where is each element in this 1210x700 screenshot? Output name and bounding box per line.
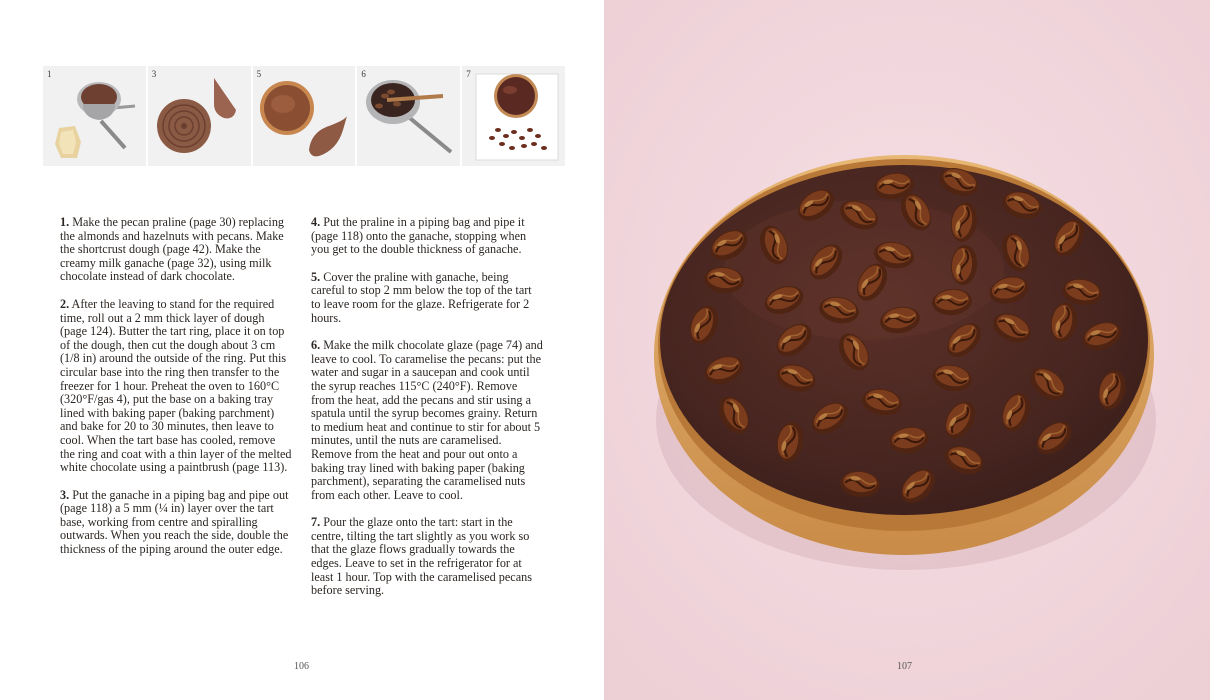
glazed-tart-with-pecans-image — [462, 66, 565, 166]
step-text: Cover the praline with ganache, being careful to stop 2 mm below the top of the tart to leave room for the glaze. Refrigerate for 2 hours. — [311, 269, 532, 325]
step-photo-number: 7 — [466, 69, 471, 79]
step-text: After the leaving to stand for the required time, roll out a 2 mm thick layer of dough (page 124). Butter the tart ring, place it on top of the dough, then cut the dough about 3 cm (1/8 in) around the outside of the ring. Put this circular base into the ring then transfer to the freezer for 1 hour. Preheat the oven to 160°C (320°F/gas 4), put the base on a baking tray lined with baking paper (baking parchment) and bake for 20 to 30 minutes, then leave to cool. When the tart base has cooled, remove the ring and coat with a thin layer of the melted white chocolate using a paintbrush (page 113). — [60, 296, 292, 475]
step-photo-number: 3 — [151, 69, 157, 79]
step-6 — [311, 339, 543, 502]
step-number: 7. — [311, 515, 321, 530]
page-number: 107 — [897, 661, 912, 672]
right-page — [604, 0, 1210, 700]
step-photo-5 — [253, 66, 356, 166]
instructions-column-right — [311, 216, 543, 612]
step-3 — [60, 489, 292, 557]
step-text: Make the milk chocolate glaze (page 74) and leave to cool. To caramelise the pecans: put the water and sugar in a saucepan and cook until the syrup reaches 115°C (240°F). Remove from the heat, add the pecans and stir using a spatula until the syrup becomes grainy. Return to medium heat and continue to stir for about 5 minutes, until the nuts are caramelised. Remove from the heat and pour out onto a baking tray lined with baking paper (baking parchment), separating the caramelised nuts from each other. Leave to cool. — [311, 338, 543, 502]
step-5 — [311, 271, 543, 325]
step-text: Put the ganache in a piping bag and pipe out (page 118) a 5 mm (¼ in) layer over the tart base, working from centre and spiralling outwards. When you reach the side, double the thickness of the piping around the outer edge. — [60, 487, 289, 557]
step-text: Make the pecan praline (page 30) replacing the almonds and hazelnuts with pecans. Make the shortcrust dough (page 42). Make the creamy milk ganache (page 32), using milk chocolate instead of dark chocolate. — [60, 215, 285, 284]
ganache-layer-tart-image — [253, 66, 356, 166]
saucepan-and-butter-image — [43, 66, 146, 166]
step-photo-1 — [43, 66, 146, 166]
step-photo-6 — [357, 66, 460, 166]
step-1 — [60, 216, 292, 284]
caramelised-pecans-saucepan-image — [357, 66, 460, 166]
step-photo-strip — [43, 66, 565, 166]
step-photo-number: 1 — [47, 69, 52, 79]
step-photo-number: 5 — [256, 69, 262, 79]
step-number: 6. — [311, 338, 321, 353]
pecan-tart-photo — [604, 0, 1210, 700]
step-text: Pour the glaze onto the tart: start in the centre, tilting the tart slightly as you work so that the glaze flows gradually towards the edges. Leave to set in the refrigerator for at least 1 hour. Top with the caramelised pecans before serving. — [311, 515, 532, 598]
step-number: 5. — [311, 269, 321, 284]
step-number: 3. — [60, 487, 70, 502]
step-number: 2. — [60, 296, 70, 311]
piped-ganache-tart-image — [148, 66, 251, 166]
step-photo-number: 6 — [361, 69, 366, 79]
instructions-column-left — [60, 216, 292, 571]
step-number: 4. — [311, 215, 321, 229]
step-text: Put the praline in a piping bag and pipe it (page 118) onto the ganache, stopping when you get to the double thickness of ganache. — [311, 215, 527, 257]
step-photo-3 — [148, 66, 251, 166]
page-number: 106 — [294, 661, 309, 672]
step-4 — [311, 216, 543, 257]
left-page — [0, 0, 604, 700]
step-photo-7 — [462, 66, 565, 166]
step-7 — [311, 516, 543, 598]
step-2 — [60, 298, 292, 475]
step-number: 1. — [60, 215, 70, 229]
